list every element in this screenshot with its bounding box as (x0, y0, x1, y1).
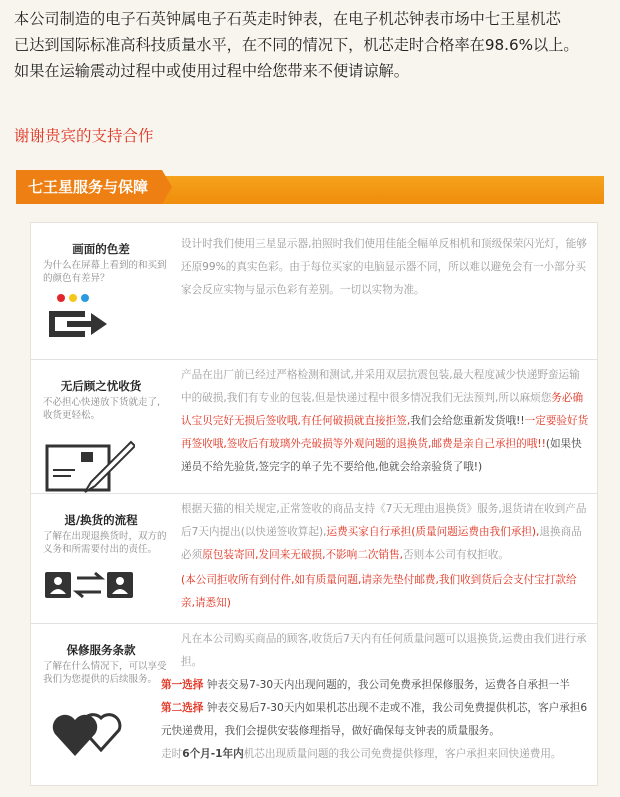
choice-one (161, 674, 589, 697)
thanks-text: 谢谢贵宾的支持合作 (14, 127, 154, 145)
choice-label: 第二选择 (161, 702, 204, 714)
body-text: 根据天猫的相关规定,正常签收的商品支持《7天无理由退换货》服务,退货请在收到产品后7天内提出(以快递签收算起), (181, 503, 587, 538)
section-title: 画面的色差 (72, 242, 130, 256)
section-left (31, 223, 171, 359)
body-text: 机芯出现质量问题的我公司免费提供修理，客户承担来回快递费用。 (243, 748, 562, 760)
service-panel (30, 222, 598, 786)
highlight-paragraph: (本公司拒收所有到付件,如有质量问题,请亲先垫付邮费,我们收到货后会支付宝打款给亲,请悉知) (181, 574, 577, 609)
section-color-difference (31, 223, 597, 359)
section-text: 设计时我们使用三星显示器,拍照时我们使用佳能全幅单反相机和顶级保荣闪光灯，能够还原99%的真实色彩。由于每位买家的电脑显示器不同，所以难以避免会有一小部分买家会反应实物与显示色彩有差别。一切以实物为准。 (181, 238, 587, 296)
section-title: 保修服务条款 (66, 643, 136, 657)
body-text: 我们会给您重新发货哦!! (410, 415, 525, 427)
body-text: 退换商品必须 (181, 526, 582, 561)
intro-line: 如果在运输震动过程中或使用过程中给您带来不便请谅解。 (14, 62, 409, 80)
section-worry-free (31, 359, 597, 494)
section-paragraph (181, 498, 589, 567)
highlight-text: 一定要验好货再签收哦,签收后有玻璃外壳破损等外观问题的退换货,邮费是亲自己承担的哦!! (181, 415, 589, 450)
choice-label: 第一选择 (161, 679, 204, 691)
body-text: 走时 (161, 748, 183, 760)
intro-line: 本公司制造的电子石英钟属电子石英走时钟表，在电子机芯钟表市场中七王星机芯 (14, 10, 561, 28)
monitor-arrow-icon (43, 293, 123, 349)
section-subtitle: 不必担心快递放下货就走了,收货更轻松。 (43, 397, 161, 421)
intro-text (14, 6, 614, 84)
section-subtitle: 为什么在屏幕上看到的和买到的颜色有差异？ (43, 260, 167, 284)
section-subtitle: 了解在什么情况下，可以享受我们为您提供的后续服务。 (43, 661, 167, 685)
choice-text: 钟表交易后7-30天内如果机芯出现不走或不准，我公司免费提供机芯，客户承担6元快递费用，我们会提供安装修理指导，做好确保每支钟表的质量服务。 (161, 702, 588, 737)
body-text: 否则本公司有权拒收。 (402, 549, 509, 561)
exchange-icon (43, 566, 143, 606)
section-subtitle: 了解在出现退换货时，双方的义务和所需要付出的责任。 (43, 531, 167, 555)
section-left (31, 624, 171, 786)
body-text: (如果快递员不给先验货,签完字的单子先不要给他,他就会给亲验货了哦!) (181, 438, 582, 473)
section-paragraph: 凡在本公司购买商品的顾客,收货后7天内有任何质量问题可以退换货,运费由我们进行承担。 (181, 633, 587, 668)
section-body (181, 233, 589, 302)
section-title: 退/换货的流程 (64, 513, 138, 527)
highlight-text: 运费买家自行承担(质量问题运费由我们承担), (326, 526, 540, 538)
highlight-text: 原包装寄回,发回来无破损,不影响二次销售, (202, 549, 403, 561)
section-paragraph (181, 364, 589, 479)
section-body (181, 364, 589, 479)
envelope-pen-icon (45, 436, 135, 496)
intro-line: 已达到国际标准高科技质量水平，在不同的情况下，机芯走时合格率在98.6%以上。 (14, 36, 579, 54)
emphasis-text: 6个月-1年内 (182, 748, 244, 760)
section-left (31, 360, 171, 494)
section-title: 无后顾之忧收货 (60, 379, 142, 393)
choice-two (161, 697, 589, 743)
banner-title: 七王星服务与保障 (16, 170, 162, 204)
choice-text: 钟表交易7-30天内出现问题的，我公司免费承担保修服务，运费各自承担一半 (203, 679, 570, 691)
section-body (161, 628, 589, 766)
section-body (181, 498, 589, 615)
section-return-process (31, 493, 597, 624)
section-guarantee (31, 623, 597, 786)
section-left (31, 494, 171, 624)
body-text: 产品在出厂前已经过严格检测和测试,并采用双层抗震包装,最大程度减少快递野蛮运输中的破损,我们有专业的包装,但是快递过程中很多情况我们无法预判,所以麻烦您 (181, 369, 580, 404)
choice-three (161, 743, 589, 766)
hearts-icon (51, 700, 131, 760)
service-banner (16, 176, 604, 204)
highlight-text: 务必确认宝贝完好无损后签收哦,有任何破损就直接拒签, (181, 392, 584, 427)
